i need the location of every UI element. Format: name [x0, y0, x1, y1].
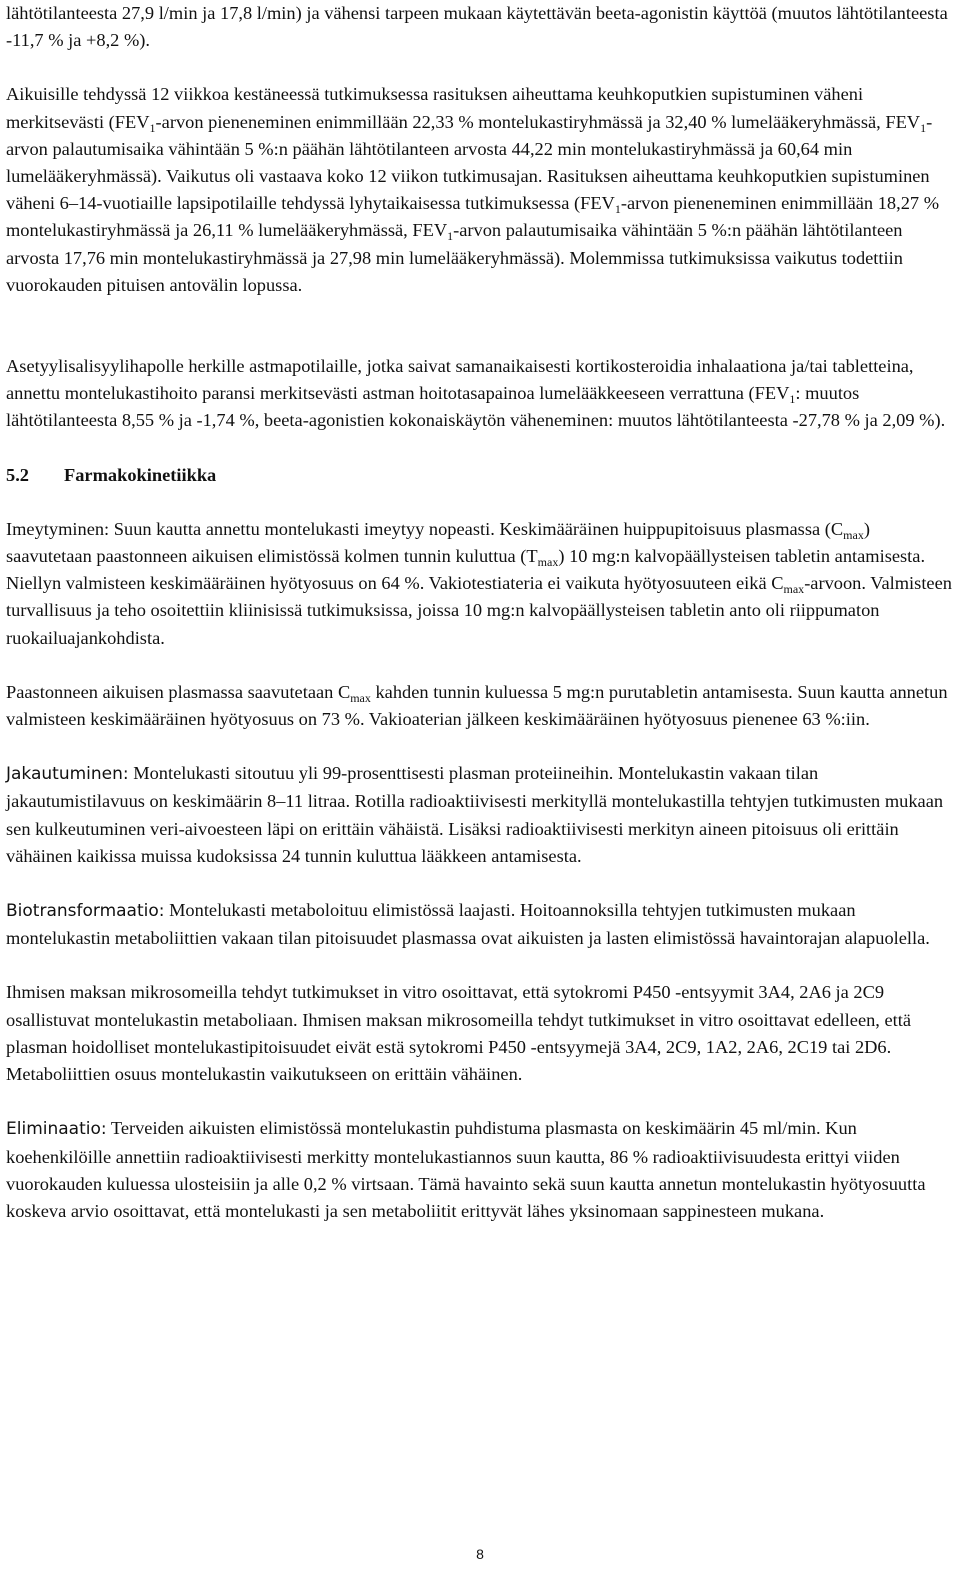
- paragraph-chewable-tablet: Paastonneen aikuisen plasmassa saavutetaan $C_{max}$ kahden tunnin kuluessa 5 mg:n purutabletin antamisesta. Suun kautta annetun valmisteen keskimääräinen hyötyosuus on 73 %. Vakioaterian jälkeen keskimääräinen hyötyosuus pienenee 63 %:iin.: [6, 681, 948, 730]
- spacer: [6, 652, 954, 679]
- subscript: 1: [789, 392, 796, 407]
- section-title: Farmakokinetiikka: [64, 464, 217, 485]
- subscript: 1: [614, 202, 621, 217]
- page-number: 8: [476, 1546, 484, 1562]
- subscript: 1: [920, 120, 927, 135]
- spacer: [6, 299, 954, 326]
- spacer: [6, 733, 954, 760]
- spacer: [6, 1088, 954, 1115]
- spacer: [6, 952, 954, 979]
- paragraph-distribution: Jakautuminen: Montelukasti sitoutuu yli 99-prosenttisesti plasman proteiineihin. Montelukastin vakaan tilan jakautumistilavuus on keskimäärin 8–11 litraa. Rotilla radioaktiivisesti merkityllä montelukastilla tehtyjen tutkimusten mukaan sen kulkeutuminen veri-aivoesteen läpi on erittäin vähäistä. Lisäksi radioaktiivisesti merkityn aineen pitoisuus oli erittäin vähäinen kaikissa muissa kudoksissa 24 tunnin kuluttua lääkkeen antamisesta.: [6, 763, 944, 866]
- subscript: max: [350, 690, 371, 705]
- spacer: [6, 870, 954, 897]
- spacer: [6, 326, 954, 353]
- paragraph-elimination: Eliminaatio: Terveiden aikuisten elimistössä montelukastin puhdistuma plasmasta on keskimäärin 45 ml/min. Kun koehenkilöille annettiin radioaktiivisesti merkitty montelukastiannos suun kautta, 86 % radioaktiivisuudesta erittyi viiden vuorokauden kuluessa ulosteisiin ja alle 0,2 % virtsaan. Tämä havainto sekä suun kautta annetun montelukastin hyötyosuutta koskeva arvio osoittavat, että montelukasti ja sen metaboliitit erittyvät lähes yksinomaan sappinesteen mukana.: [6, 1118, 926, 1221]
- subscript: 1: [149, 120, 156, 135]
- subscript: max: [783, 582, 805, 597]
- paragraph-exercise-bronchoconstriction: Aikuisille tehdyssä 12 viikkoa kestäneessä tutkimuksessa rasituksen aiheuttama keuhkoputkien supistuminen väheni merkitsevästi ($FEV_1$-arvon pieneneminen enimmillään 22,33 % montelukastiryhmässä ja 32,40 % lumelääkeryhmässä, $FEV_1$-arvon palautumisaika vähintään 5 %:n päähän lähtötilanteen arvosta 44,22 min montelukastiryhmässä ja 60,64 min lumelääkeryhmässä). Vaikutus oli vastaava koko 12 viikon tutkimusajan. Rasituksen aiheuttama keuhkoputkien supistuminen väheni 6–14-vuotiaille lapsipotilaille tehdyssä lyhytaikaisessa tutkimuksessa ($FEV_1$-arvon pieneneminen enimmillään 18,27 % montelukastiryhmässä ja 26,11 % lumelääkeryhmässä, $FEV_1$-arvon palautumisaika vähintään 5 %:n päähän lähtötilanteen arvosta 17,76 min montelukastiryhmässä ja 27,98 min lumelääkeryhmässä). Molemmissa tutkimuksissa vaikutus todettiin vuorokauden pituisen antovälin lopussa.: [6, 84, 940, 295]
- paragraph-biotransformation: Biotransformaatio: Montelukasti metaboloituu elimistössä laajasti. Hoitoannoksilla tehtyjen tutkimusten mukaan montelukastin metaboliittien vakaan tilan pitoisuudet plasmassa ovat aikuisten ja lasten elimistössä havaintorajan alapuolella.: [6, 900, 930, 949]
- section-heading: [6, 462, 954, 489]
- subscript: 1: [447, 229, 454, 244]
- paragraph-label: Biotransformaatio:: [6, 901, 165, 922]
- document-page: [6, 0, 954, 1225]
- subscript: max: [843, 527, 864, 542]
- paragraph-absorption: Imeytyminen: Suun kautta annettu montelukasti imeytyy nopeasti. Keskimääräinen huippupitoisuus plasmassa $(C_{max})$ saavutetaan paastonneen aikuisen elimistössä kolmen tunnin kuluttua $(T_{max})$ 10 mg:n kalvopäällysteisen tabletin antamisesta. Niellyn valmisteen keskimääräinen hyötyosuus on 64 %. Vakiotestiateria ei vaikuta hyötyosuuteen eikä $C_{max}$-arvoon. Valmisteen turvallisuus ja teho osoitettiin kliinisissä tutkimuksissa, joissa 10 mg:n kalvopäällysteisen tabletin anto oli riippumaton ruokailuajankohdista.: [6, 518, 952, 648]
- paragraph-label: Jakautuminen:: [6, 764, 129, 785]
- paragraph-aspirin-sensitive: Asetyylisalisyylihapolle herkille astmapotilaille, jotka saivat samanaikaisesti kortikosteroidia inhalaationa ja/tai tabletteina, annettu montelukastihoito paransi merkitsevästi astman hoitotasapainoa lumelääkkeeseen verrattuna ($FEV_1$: muutos lähtötilanteesta 8,55 % ja -1,74 %, beeta-agonistien kokonaiskäytön väheneminen: muutos lähtötilanteesta -27,78 % ja 2,09 %).: [6, 356, 946, 431]
- section-number: 5.2: [6, 464, 29, 485]
- paragraph-label: Eliminaatio:: [6, 1119, 107, 1140]
- subscript: max: [537, 555, 559, 570]
- spacer: [6, 54, 954, 81]
- paragraph-peak-flow-continued: lähtötilanteesta 27,9 l/min ja 17,8 l/min) ja vähensi tarpeen mukaan käytettävän beeta-agonistin käyttöä (muutos lähtötilanteesta -11,7 % ja +8,2 %).: [6, 3, 948, 51]
- paragraph-liver-microsomes: Ihmisen maksan mikrosomeilla tehdyt tutkimukset in vitro osoittavat, että sytokromi P450 -entsyymit 3A4, 2A6 ja 2C9 osallistuvat montelukastin metaboliaan. Ihmisen maksan mikrosomeilla tehdyt tutkimukset in vitro osoittavat edelleen, että plasman hoidolliset montelukastipitoisuudet eivät estä sytokromi P450 -entsyymejä 3A4, 2C9, 1A2, 2A6, 2C19 tai 2D6. Metaboliittien osuus montelukastin vaikutukseen on erittäin vähäinen.: [6, 982, 912, 1085]
